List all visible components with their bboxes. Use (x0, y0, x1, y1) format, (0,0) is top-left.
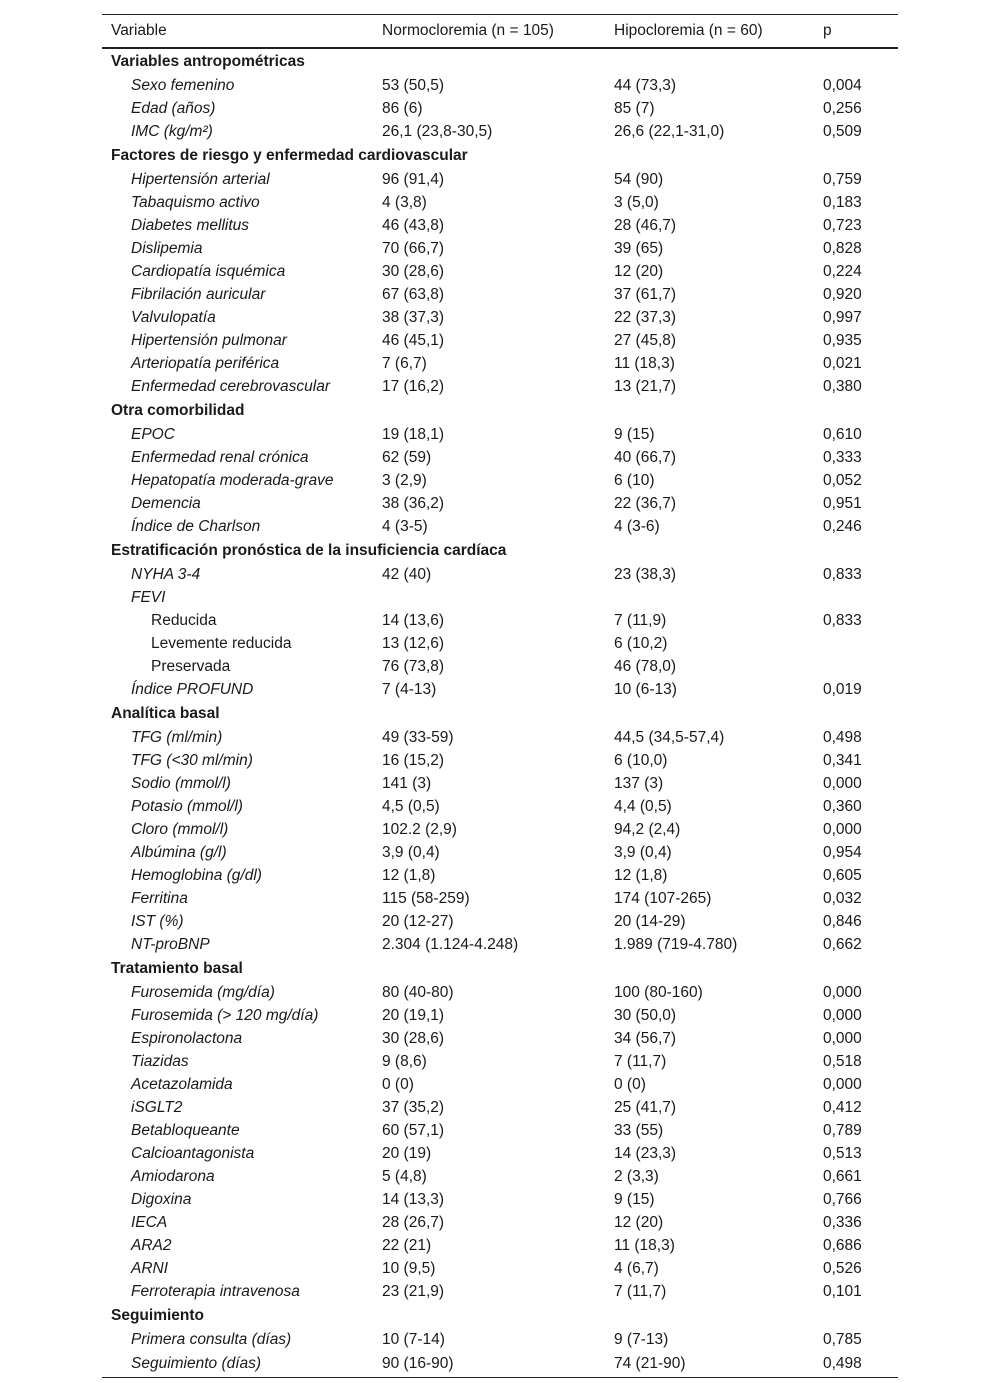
cell-p: 0,610 (823, 425, 862, 443)
cell-hipocloremia: 6 (10,2) (614, 634, 668, 652)
cell-variable: Tabaquismo activo (131, 193, 260, 211)
table-row (102, 933, 898, 956)
cell-hipocloremia: 11 (18,3) (614, 1236, 675, 1254)
cell-normocloremia: 76 (73,8) (382, 657, 445, 675)
cell-hipocloremia: 44 (73,3) (614, 76, 677, 94)
cell-p: 0,833 (823, 611, 862, 629)
cell-variable: iSGLT2 (131, 1098, 183, 1116)
cell-normocloremia: 3,9 (0,4) (382, 843, 440, 861)
cell-p: 0,000 (823, 983, 862, 1001)
column-header-variable: Variable (102, 15, 373, 49)
cell-hipocloremia: 74 (21-90) (605, 1351, 814, 1378)
cell-variable: Sodio (mmol/l) (131, 774, 231, 792)
cell-normocloremia: 4,5 (0,5) (382, 797, 440, 815)
cell-variable: Enfermedad cerebrovascular (131, 377, 331, 395)
cell-p: 0,246 (823, 517, 862, 535)
cell-variable: Dislipemia (131, 239, 203, 257)
cell-hipocloremia: 23 (38,3) (614, 565, 677, 583)
cell-normocloremia: 7 (4-13) (382, 680, 437, 698)
table-container (102, 14, 898, 1378)
cell-normocloremia: 4 (3-5) (382, 517, 428, 535)
cell-p: 0,032 (823, 889, 862, 907)
table-row (102, 772, 898, 795)
table-row (102, 795, 898, 818)
table-row (102, 1234, 898, 1257)
section-title: Factores de riesgo y enfermedad cardiovascular (111, 146, 468, 164)
cell-normocloremia: 53 (50,5) (382, 76, 445, 94)
cell-normocloremia: 60 (57,1) (382, 1121, 445, 1139)
table-row (102, 492, 898, 515)
cell-normocloremia: 26,1 (23,8-30,5) (382, 122, 493, 140)
cell-p: 0,518 (823, 1052, 862, 1070)
table-row (102, 306, 898, 329)
cell-p: 0,954 (823, 843, 862, 861)
cell-hipocloremia: 46 (78,0) (614, 657, 677, 675)
cell-p: 0,723 (823, 216, 862, 234)
cell-normocloremia (373, 586, 605, 609)
cell-variable: Ferroterapia intravenosa (131, 1282, 300, 1300)
cell-variable: Tiazidas (131, 1052, 189, 1070)
cell-hipocloremia: 174 (107-265) (614, 889, 712, 907)
cell-p: 0,997 (823, 308, 862, 326)
cell-variable: Índice PROFUND (131, 680, 254, 698)
table-row (102, 726, 898, 749)
table-row (102, 97, 898, 120)
cell-variable: Digoxina (131, 1190, 192, 1208)
cell-normocloremia: 10 (7-14) (382, 1330, 445, 1348)
cell-variable: NYHA 3-4 (131, 565, 201, 583)
cell-hipocloremia: 10 (6-13) (614, 680, 677, 698)
cell-variable: NT-proBNP (131, 935, 210, 953)
cell-variable: IST (%) (131, 912, 184, 930)
cell-hipocloremia: 3 (5,0) (614, 193, 659, 211)
cell-p: 0,000 (823, 1006, 862, 1024)
cell-variable: IMC (kg/m²) (131, 122, 213, 140)
cell-variable: TFG (<30 ml/min) (131, 751, 253, 769)
data-table (102, 14, 898, 1378)
table-row (102, 678, 898, 701)
cell-hipocloremia: 4,4 (0,5) (614, 797, 672, 815)
cell-variable: Valvulopatía (131, 308, 216, 326)
table-row (102, 375, 898, 398)
cell-variable: Betabloqueante (131, 1121, 240, 1139)
cell-normocloremia: 80 (40-80) (382, 983, 454, 1001)
table-row (102, 818, 898, 841)
cell-p: 0,000 (823, 1075, 862, 1093)
cell-hipocloremia: 0 (0) (614, 1075, 646, 1093)
table-row (102, 120, 898, 143)
cell-p: 0,605 (823, 866, 862, 884)
table-row (102, 1027, 898, 1050)
cell-normocloremia: 38 (37,3) (382, 308, 445, 326)
cell-hipocloremia (605, 586, 814, 609)
cell-hipocloremia: 4 (3-6) (614, 517, 660, 535)
cell-normocloremia: 62 (59) (382, 448, 432, 466)
cell-hipocloremia: 30 (50,0) (614, 1006, 677, 1024)
cell-normocloremia: 7 (6,7) (382, 354, 427, 372)
cell-variable: Furosemida (> 120 mg/día) (131, 1006, 319, 1024)
cell-normocloremia: 13 (12,6) (382, 634, 445, 652)
cell-hipocloremia: 6 (10,0) (614, 751, 668, 769)
cell-hipocloremia: 37 (61,7) (614, 285, 677, 303)
cell-hipocloremia: 1.989 (719-4.780) (614, 935, 738, 953)
table-row (102, 446, 898, 469)
cell-hipocloremia: 94,2 (2,4) (614, 820, 681, 838)
cell-p: 0,686 (823, 1236, 862, 1254)
cell-hipocloremia: 26,6 (22,1-31,0) (614, 122, 725, 140)
cell-normocloremia: 20 (19) (382, 1144, 432, 1162)
cell-p: 0,000 (823, 820, 862, 838)
cell-hipocloremia: 2 (3,3) (614, 1167, 659, 1185)
cell-p: 0,498 (823, 728, 862, 746)
table-row (102, 515, 898, 538)
cell-normocloremia: 19 (18,1) (382, 425, 445, 443)
table-row (102, 260, 898, 283)
cell-hipocloremia: 20 (14-29) (614, 912, 686, 930)
table-row (102, 1211, 898, 1234)
cell-variable: Edad (años) (131, 99, 216, 117)
cell-variable: Hipertensión arterial (131, 170, 270, 188)
cell-hipocloremia: 7 (11,7) (614, 1052, 667, 1070)
cell-p: 0,935 (823, 331, 862, 349)
table-row (102, 283, 898, 306)
cell-variable: Primera consulta (días) (131, 1330, 292, 1348)
table-row (102, 1351, 898, 1378)
cell-variable: ARA2 (131, 1236, 172, 1254)
cell-p: 0,766 (823, 1190, 862, 1208)
cell-variable: Levemente reducida (151, 634, 292, 652)
cell-variable: Ferritina (131, 889, 188, 907)
cell-normocloremia: 10 (9,5) (382, 1259, 436, 1277)
cell-p: 0,509 (823, 122, 862, 140)
cell-hipocloremia: 14 (23,3) (614, 1144, 677, 1162)
cell-hipocloremia: 137 (3) (614, 774, 664, 792)
cell-variable: Sexo femenino (131, 76, 235, 94)
cell-normocloremia: 42 (40) (382, 565, 432, 583)
cell-p: 0,526 (823, 1259, 862, 1277)
table-row (102, 423, 898, 446)
cell-variable: Seguimiento (días) (102, 1351, 373, 1378)
cell-variable: Potasio (mmol/l) (131, 797, 243, 815)
table-row (102, 586, 898, 609)
cell-normocloremia: 96 (91,4) (382, 170, 445, 188)
table-row (102, 841, 898, 864)
cell-variable: Amiodarona (131, 1167, 215, 1185)
cell-p: 0,412 (823, 1098, 862, 1116)
cell-p: 0,052 (823, 471, 862, 489)
cell-p: 0,828 (823, 239, 862, 257)
section-header-row (102, 1303, 898, 1328)
table-row (102, 1328, 898, 1351)
cell-hipocloremia: 9 (15) (614, 425, 655, 443)
cell-p: 0,333 (823, 448, 862, 466)
cell-normocloremia: 46 (43,8) (382, 216, 445, 234)
cell-variable: Albúmina (g/l) (131, 843, 227, 861)
cell-variable: Índice de Charlson (131, 517, 261, 535)
cell-normocloremia: 4 (3,8) (382, 193, 427, 211)
cell-p: 0,256 (823, 99, 862, 117)
cell-p: 0,224 (823, 262, 862, 280)
cell-hipocloremia: 25 (41,7) (614, 1098, 677, 1116)
cell-variable: TFG (ml/min) (131, 728, 223, 746)
table-row (102, 609, 898, 632)
cell-normocloremia: 30 (28,6) (382, 1029, 445, 1047)
column-header-hipocloremia: Hipocloremia (n = 60) (605, 15, 814, 49)
cell-p (814, 655, 898, 678)
cell-p: 0,498 (814, 1351, 898, 1378)
cell-p: 0,183 (823, 193, 862, 211)
cell-hipocloremia: 3,9 (0,4) (614, 843, 672, 861)
section-title: Seguimiento (111, 1306, 205, 1324)
cell-variable: ARNI (131, 1259, 169, 1277)
cell-normocloremia: 17 (16,2) (382, 377, 445, 395)
section-title: Variables antropométricas (111, 52, 305, 70)
cell-variable: Cloro (mmol/l) (131, 820, 229, 838)
table-row (102, 632, 898, 655)
section-header-row (102, 48, 898, 74)
cell-variable: Enfermedad renal crónica (131, 448, 309, 466)
section-header-row (102, 398, 898, 423)
cell-p: 0,101 (823, 1282, 862, 1300)
table-row (102, 864, 898, 887)
cell-variable: Fibrilación auricular (131, 285, 266, 303)
table-row (102, 1004, 898, 1027)
cell-normocloremia: 37 (35,2) (382, 1098, 445, 1116)
cell-variable: Cardiopatía isquémica (131, 262, 286, 280)
cell-normocloremia: 46 (45,1) (382, 331, 445, 349)
cell-variable: Furosemida (mg/día) (131, 983, 275, 1001)
cell-hipocloremia: 54 (90) (614, 170, 664, 188)
section-header-row (102, 701, 898, 726)
table-row (102, 1119, 898, 1142)
cell-variable: Hepatopatía moderada-grave (131, 471, 334, 489)
cell-normocloremia: 70 (66,7) (382, 239, 445, 257)
cell-hipocloremia: 22 (37,3) (614, 308, 677, 326)
table-row (102, 655, 898, 678)
cell-normocloremia: 9 (8,6) (382, 1052, 427, 1070)
table-row (102, 469, 898, 492)
cell-hipocloremia: 13 (21,7) (614, 377, 677, 395)
cell-p: 0,000 (823, 1029, 862, 1047)
cell-p: 0,360 (823, 797, 862, 815)
cell-variable: Reducida (151, 611, 217, 629)
table-body (102, 48, 898, 1378)
cell-p: 0,833 (823, 565, 862, 583)
cell-normocloremia: 90 (16-90) (373, 1351, 605, 1378)
cell-hipocloremia: 100 (80-160) (614, 983, 703, 1001)
cell-hipocloremia: 9 (7-13) (614, 1330, 669, 1348)
table-row (102, 749, 898, 772)
section-title: Tratamiento basal (111, 959, 243, 977)
cell-p: 0,000 (823, 774, 862, 792)
cell-normocloremia: 67 (63,8) (382, 285, 445, 303)
cell-hipocloremia: 40 (66,7) (614, 448, 677, 466)
cell-variable: Espironolactona (131, 1029, 243, 1047)
cell-normocloremia: 0 (0) (382, 1075, 414, 1093)
cell-hipocloremia: 27 (45,8) (614, 331, 677, 349)
table-row (102, 74, 898, 97)
cell-normocloremia: 102.2 (2,9) (382, 820, 457, 838)
cell-normocloremia: 20 (12-27) (382, 912, 454, 930)
cell-hipocloremia: 11 (18,3) (614, 354, 675, 372)
table-row (102, 214, 898, 237)
table-row (102, 168, 898, 191)
cell-hipocloremia: 6 (10) (614, 471, 655, 489)
cell-normocloremia: 23 (21,9) (382, 1282, 445, 1300)
cell-hipocloremia: 4 (6,7) (614, 1259, 659, 1277)
table-row (102, 1165, 898, 1188)
table-row (102, 887, 898, 910)
cell-normocloremia: 28 (26,7) (382, 1213, 445, 1231)
cell-p: 0,336 (823, 1213, 862, 1231)
cell-normocloremia: 38 (36,2) (382, 494, 445, 512)
cell-normocloremia: 12 (1,8) (382, 866, 436, 884)
cell-p: 0,341 (823, 751, 862, 769)
cell-variable: Preservada (151, 657, 231, 675)
cell-p: 0,846 (823, 912, 862, 930)
table-row (102, 191, 898, 214)
cell-normocloremia: 86 (6) (382, 99, 423, 117)
cell-variable: EPOC (131, 425, 175, 443)
cell-normocloremia: 5 (4,8) (382, 1167, 427, 1185)
cell-variable: IECA (131, 1213, 168, 1231)
column-header-normocloremia: Normocloremia (n = 105) (373, 15, 605, 49)
cell-p: 0,021 (823, 354, 862, 372)
cell-variable: Hemoglobina (g/dl) (131, 866, 262, 884)
cell-hipocloremia: 7 (11,7) (614, 1282, 667, 1300)
table-row (102, 1188, 898, 1211)
cell-hipocloremia: 44,5 (34,5-57,4) (614, 728, 725, 746)
cell-p: 0,380 (823, 377, 862, 395)
table-row (102, 1257, 898, 1280)
cell-variable: FEVI (131, 588, 166, 606)
cell-hipocloremia: 7 (11,9) (614, 611, 667, 629)
cell-hipocloremia: 28 (46,7) (614, 216, 677, 234)
cell-variable: Hipertensión pulmonar (131, 331, 287, 349)
cell-p: 0,004 (823, 76, 862, 94)
cell-p: 0,759 (823, 170, 862, 188)
section-title: Analítica basal (111, 704, 220, 722)
cell-normocloremia: 49 (33-59) (382, 728, 454, 746)
cell-variable: Calcioantagonista (131, 1144, 255, 1162)
cell-p: 0,661 (823, 1167, 862, 1185)
cell-hipocloremia: 12 (20) (614, 1213, 664, 1231)
cell-p: 0,513 (823, 1144, 862, 1162)
cell-p: 0,920 (823, 285, 862, 303)
cell-hipocloremia: 12 (1,8) (614, 866, 668, 884)
cell-normocloremia: 3 (2,9) (382, 471, 427, 489)
cell-hipocloremia: 22 (36,7) (614, 494, 677, 512)
table-row (102, 981, 898, 1004)
table-row (102, 352, 898, 375)
cell-p: 0,951 (823, 494, 862, 512)
table-row (102, 1050, 898, 1073)
cell-normocloremia: 2.304 (1.124-4.248) (382, 935, 519, 953)
cell-variable: Diabetes mellitus (131, 216, 250, 234)
cell-normocloremia: 14 (13,3) (382, 1190, 445, 1208)
column-header-p: p (814, 15, 898, 49)
cell-p (814, 586, 898, 609)
cell-hipocloremia: 85 (7) (614, 99, 655, 117)
cell-normocloremia: 14 (13,6) (382, 611, 445, 629)
cell-variable: Acetazolamida (131, 1075, 233, 1093)
table-row (102, 563, 898, 586)
table-row (102, 1280, 898, 1303)
cell-normocloremia: 115 (58-259) (382, 889, 470, 907)
section-header-row (102, 143, 898, 168)
section-title: Otra comorbilidad (111, 401, 245, 419)
table-row (102, 1073, 898, 1096)
section-header-row (102, 538, 898, 563)
cell-p (814, 632, 898, 655)
table-row (102, 237, 898, 260)
table-row (102, 910, 898, 933)
cell-hipocloremia: 39 (65) (614, 239, 664, 257)
section-title: Estratificación pronóstica de la insuficiencia cardíaca (111, 541, 507, 559)
table-header-row (102, 15, 898, 49)
cell-variable: Arteriopatía periférica (131, 354, 280, 372)
cell-p: 0,662 (823, 935, 862, 953)
cell-hipocloremia: 12 (20) (614, 262, 664, 280)
cell-p: 0,785 (823, 1330, 862, 1348)
cell-hipocloremia: 9 (15) (614, 1190, 655, 1208)
table-row (102, 1096, 898, 1119)
cell-hipocloremia: 33 (55) (614, 1121, 664, 1139)
table-row (102, 1142, 898, 1165)
table-row (102, 329, 898, 352)
cell-hipocloremia: 34 (56,7) (614, 1029, 677, 1047)
cell-normocloremia: 141 (3) (382, 774, 432, 792)
cell-normocloremia: 30 (28,6) (382, 262, 445, 280)
cell-variable: Demencia (131, 494, 201, 512)
section-header-row (102, 956, 898, 981)
cell-normocloremia: 22 (21) (382, 1236, 432, 1254)
cell-p: 0,019 (823, 680, 862, 698)
cell-normocloremia: 20 (19,1) (382, 1006, 445, 1024)
cell-p: 0,789 (823, 1121, 862, 1139)
cell-normocloremia: 16 (15,2) (382, 751, 445, 769)
